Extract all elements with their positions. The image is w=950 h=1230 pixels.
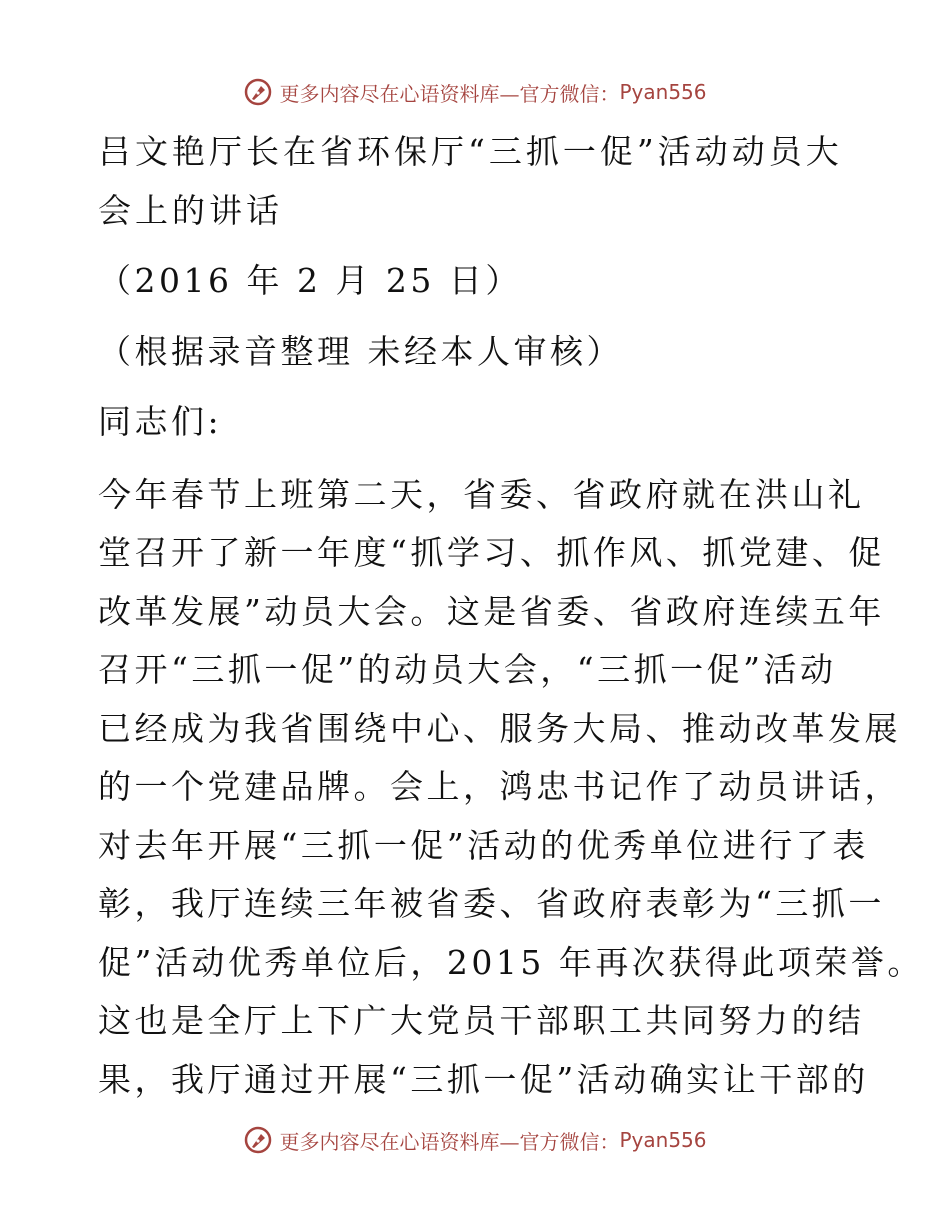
watermark-handle: Pyan556 [619,80,707,104]
body-line: 彰，我厅连续三年被省委、省政府表彰为“三抓一 [98,884,885,923]
title-line-1: 吕文艳厅长在省环保厅“三抓一促”活动动员大 [98,132,843,171]
body-line: 促”活动优秀单位后，2015 年再次获得此项荣誉。 [98,942,924,982]
body-line: 的一个党建品牌。会上，鸿忠书记作了动员讲话， [98,767,901,806]
body-line: 对去年开展“三抓一促”活动的优秀单位进行了表 [98,825,869,865]
body-line: 堂召开了新一年度“抓学习、抓作风、抓党建、促 [98,533,885,572]
watermark-handle: Pyan556 [619,1128,707,1152]
body-line: 这也是全厅上下广大党员干部职工共同努力的结 [98,1001,865,1040]
pen-nib-logo-icon [243,1125,273,1155]
watermark-footer [0,1120,950,1160]
body-line: 果，我厅通过开展“三抓一促”活动确实让干部的 [98,1059,869,1099]
body-paragraph [98,466,924,1110]
body-line: 今年春节上班第二天，省委、省政府就在洪山礼 [98,474,865,514]
title-line-2: 会上的讲话 [98,190,283,230]
body-line: 已经成为我省围绕中心、服务大局、推动改革发展 [98,708,901,748]
note-line: （根据录音整理 未经本人审核） [98,331,623,371]
document-body [98,123,924,1109]
pen-nib-logo-icon [243,77,273,107]
date-line: （2016 年 2 月 25 日） [98,261,522,300]
body-line: 召开“三抓一促”的动员大会，“三抓一促”活动 [98,650,837,689]
watermark-text: 更多内容尽在心语资料库—官方微信： [279,1129,620,1154]
watermark-text: 更多内容尽在心语资料库—官方微信： [279,81,620,106]
body-line: 改革发展”动员大会。这是省委、省政府连续五年 [98,591,885,631]
watermark-header [0,72,950,112]
salutation: 同志们: [98,402,223,441]
